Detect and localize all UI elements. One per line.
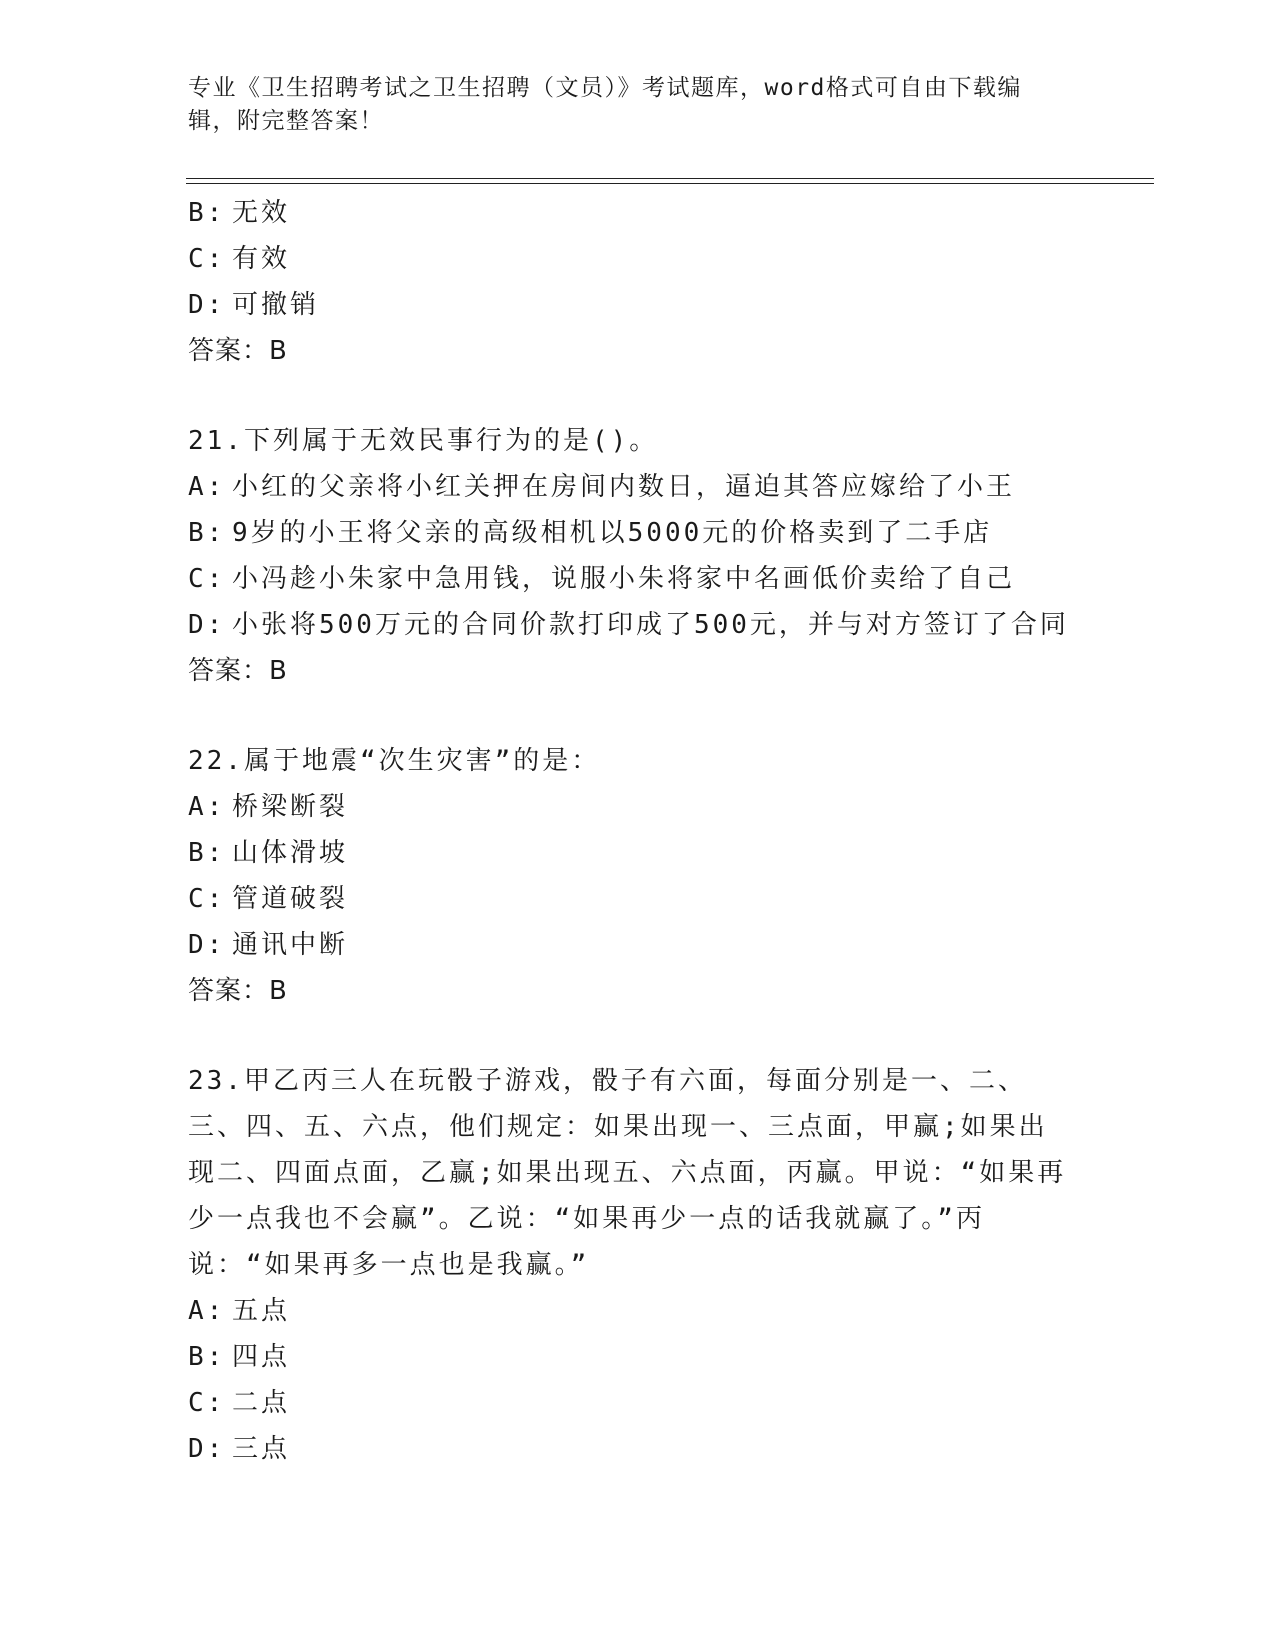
option-d: D: 小张将500万元的合同价款打印成了500元，并与对方签订了合同 bbox=[188, 610, 1069, 640]
question-stem: 23.甲乙丙三人在玩骰子游戏，骰子有六面，每面分别是一、二、三、四、五、六点，他们规定：如果出现一、三点面，甲赢;如果出现二、四面点面，乙赢;如果出现五、六点面，丙赢。甲说：“如果再少一点我也不会赢”。乙说：“如果再少一点的话我就赢了。”丙说：“如果再多一点也是我赢。” bbox=[188, 1066, 1067, 1280]
document-header: 专业《卫生招聘考试之卫生招聘（文员）》考试题库，word格式可自由下载编辑，附完整答案！ bbox=[188, 75, 1022, 134]
option-b: B: 四点 bbox=[188, 1342, 291, 1372]
option-a: A: 小红的父亲将小红关押在房间内数日，逼迫其答应嫁给了小王 bbox=[188, 472, 1016, 502]
option-d: D: 通讯中断 bbox=[188, 930, 349, 960]
option-c: C: 有效 bbox=[188, 244, 291, 274]
option-d: D: 可撤销 bbox=[188, 290, 320, 320]
option-c: C: 管道破裂 bbox=[188, 884, 349, 914]
option-b: B: 无效 bbox=[188, 198, 291, 228]
answer-line: 答案：B bbox=[188, 336, 288, 366]
header-divider-bottom bbox=[186, 183, 1154, 184]
option-c: C: 小冯趁小朱家中急用钱，说服小朱将家中名画低价卖给了自己 bbox=[188, 564, 1016, 594]
option-a: A: 五点 bbox=[188, 1296, 291, 1326]
question-content bbox=[188, 190, 1088, 1472]
question-stem: 21.下列属于无效民事行为的是()。 bbox=[188, 426, 659, 456]
option-d: D: 三点 bbox=[188, 1434, 291, 1464]
answer-line: 答案：B bbox=[188, 656, 288, 686]
question-stem: 22.属于地震“次生灾害”的是： bbox=[188, 746, 601, 776]
option-b: B: 山体滑坡 bbox=[188, 838, 349, 868]
header-divider-top bbox=[186, 178, 1154, 179]
option-c: C: 二点 bbox=[188, 1388, 291, 1418]
option-a: A: 桥梁断裂 bbox=[188, 792, 349, 822]
option-b: B: 9岁的小王将父亲的高级相机以5000元的价格卖到了二手店 bbox=[188, 518, 993, 548]
answer-line: 答案：B bbox=[188, 976, 288, 1006]
